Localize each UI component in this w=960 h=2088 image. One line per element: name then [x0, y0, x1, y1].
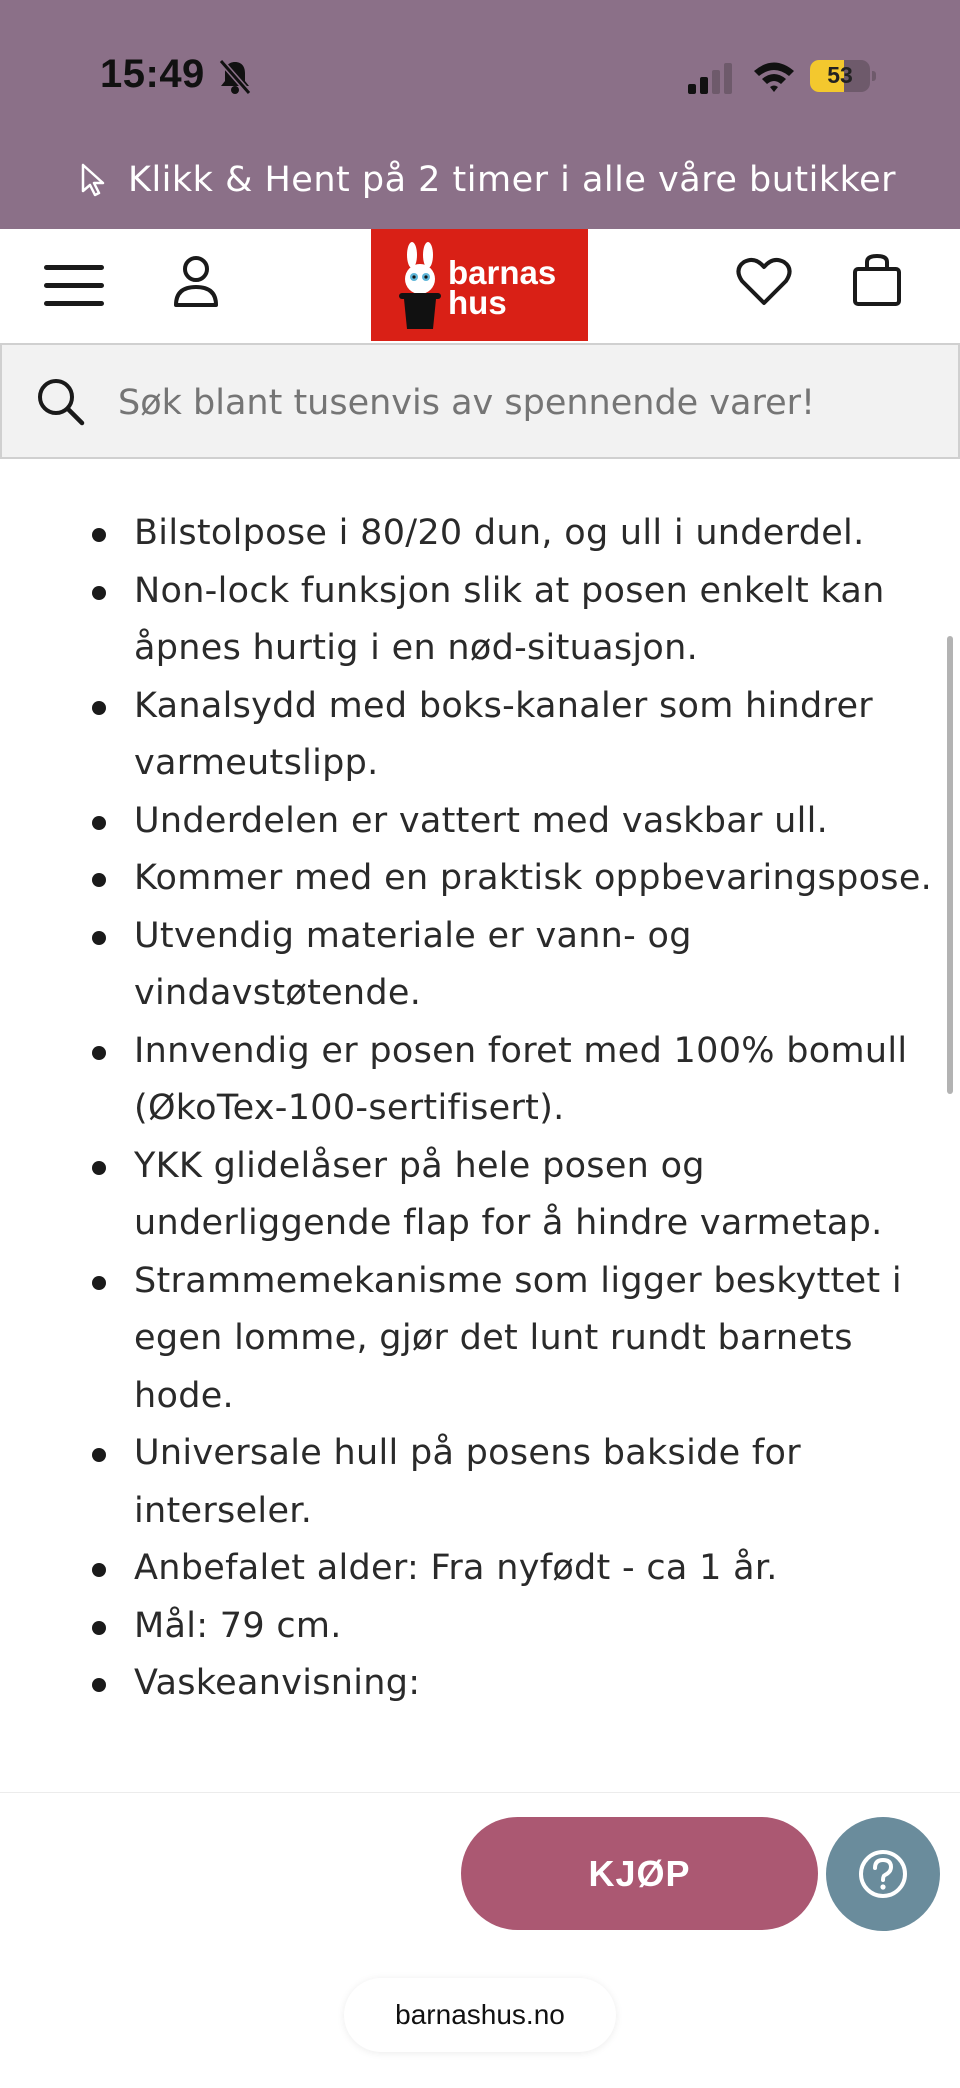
list-item: Innvendig er posen foret med 100% bomull (ØkoTex-100-sertifisert). [0, 1023, 960, 1138]
site-header [0, 229, 960, 343]
search-input[interactable] [118, 383, 918, 423]
promo-banner[interactable] [80, 160, 896, 200]
list-item: YKK glidelåser på hele posen og underliggende flap for å hindre varmetap. [0, 1138, 960, 1253]
list-item: Kanalsydd med boks-kanaler som hindrer varmeutslipp. [0, 678, 960, 793]
buy-button[interactable]: KJØP [461, 1817, 818, 1930]
cursor-click-icon [80, 162, 106, 198]
list-item: Underdelen er vattert med vaskbar ull. [0, 793, 960, 851]
list-item: Anbefalet alder: Fra nyfødt - ca 1 år. [0, 1540, 960, 1598]
user-account-icon[interactable] [172, 255, 220, 309]
logo-text: barnas hus [448, 254, 557, 321]
bottom-action-bar [0, 1792, 960, 2088]
rabbit-hat-icon [393, 241, 449, 331]
search-icon [36, 377, 86, 427]
scrollbar[interactable] [947, 636, 953, 1094]
cellular-signal-icon [686, 62, 736, 94]
site-logo[interactable] [371, 229, 588, 341]
list-item: Mål: 79 cm. [0, 1598, 960, 1656]
shopping-bag-icon[interactable] [852, 253, 902, 307]
promo-text: Klikk & Hent på 2 timer i alle våre butikker [128, 160, 897, 200]
list-item: Kommer med en praktisk oppbevaringspose. [0, 850, 960, 908]
wifi-icon [752, 60, 796, 94]
list-item: Non-lock funksjon slik at posen enkelt kan åpnes hurtig i en nød-situasjon. [0, 563, 960, 678]
search-bar[interactable] [0, 343, 960, 459]
help-button[interactable] [826, 1817, 940, 1931]
list-item: Utvendig materiale er vann- og vindavstøtende. [0, 908, 960, 1023]
list-item: Strammemekanisme som ligger beskyttet i egen lomme, gjør det lunt rundt barnets hode. [0, 1253, 960, 1426]
list-item: Vaskeanvisning: [0, 1655, 960, 1713]
top-bar [0, 0, 960, 229]
feature-list [0, 505, 960, 1713]
menu-icon[interactable] [44, 263, 104, 309]
wishlist-heart-icon[interactable] [736, 257, 792, 307]
question-circle-icon [826, 1817, 940, 1931]
status-time: 15:49 [100, 52, 205, 96]
browser-url[interactable]: barnashus.no [344, 1978, 616, 2052]
list-item: Universale hull på posens bakside for interseler. [0, 1425, 960, 1540]
battery-level: 53 [827, 62, 853, 88]
battery-indicator [810, 60, 870, 92]
product-description [0, 457, 960, 1792]
bell-muted-icon [218, 58, 252, 96]
list-item: Bilstolpose i 80/20 dun, og ull i underdel. [0, 505, 960, 563]
